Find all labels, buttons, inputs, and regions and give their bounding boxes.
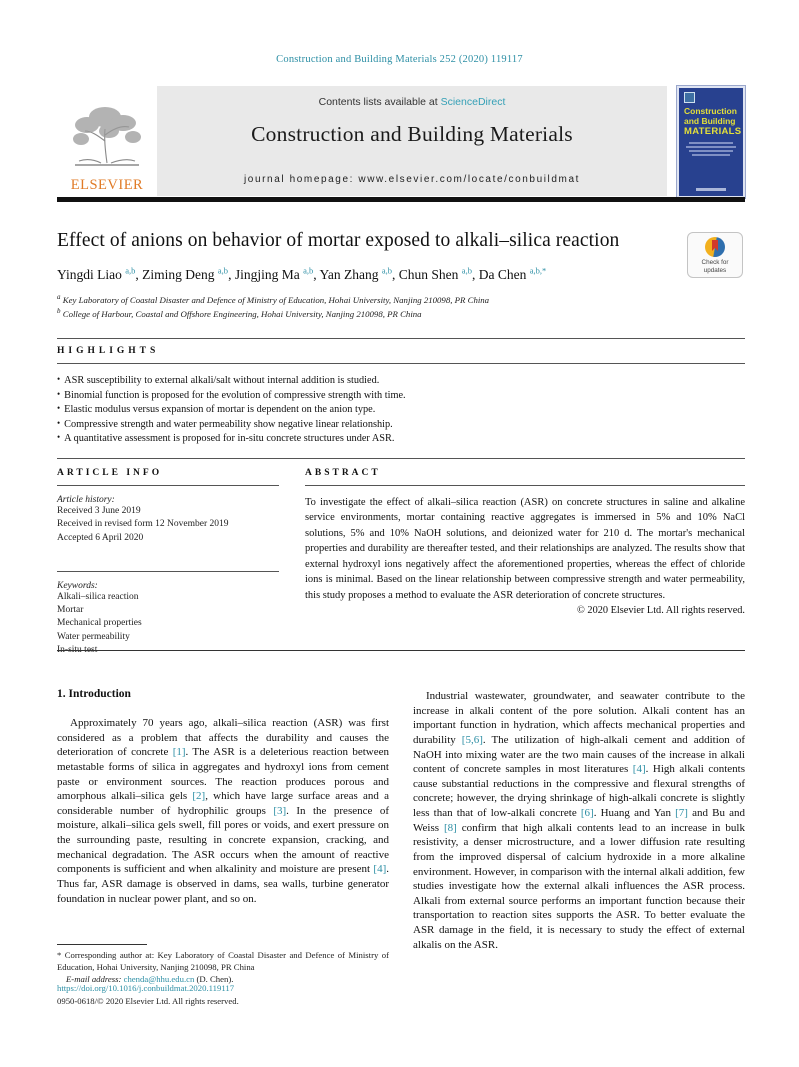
journal-masthead <box>157 86 667 196</box>
keyword: In-situ test <box>57 645 98 656</box>
author: Da Chen $^{a,b,*}$ <box>478 265 547 282</box>
sciencedirect-link[interactable]: ScienceDirect <box>440 96 506 108</box>
section-rule-mid <box>57 458 745 459</box>
journal-citation: Construction and Building Materials 252 (2020) 119117 <box>276 54 523 65</box>
keywords-label: Keywords: <box>57 580 98 591</box>
cover-title-line2: and Building <box>684 115 736 126</box>
intro-paragraph-2 <box>413 689 745 952</box>
abstract-heading: ABSTRACT <box>305 468 381 478</box>
author-list <box>57 265 745 283</box>
introduction-heading: 1. Introduction <box>57 688 131 700</box>
body-text: confirm that high alkali contents lead to an increase in bulk resistivity, a denser microstructure, and a lower diffusion rate resulting from the improved dispersal of calcium hydroxide in a more alkaline environment. However, in comparison with the internal alkali addition, few studies investigate how the external alkali influences the ASR process. Alkali from external source performs an important function because their transportation to reaction sites supports the ASR. To better evaluate the ASR damage in the field, it is necessary to study the effect of external alkalis on the ASR. <box>413 821 745 951</box>
journal-homepage-link[interactable]: journal homepage: www.elsevier.com/locate/conbuildmat <box>243 174 581 185</box>
abstract-copyright: © 2020 Elsevier Ltd. All rights reserved. <box>577 604 745 616</box>
highlight-item: • Compressive strength and water permeability show negative linear relationship. <box>57 418 745 433</box>
highlights-section <box>57 346 745 447</box>
abstract-column <box>305 468 745 657</box>
author-affiliation-sup[interactable]: a,b <box>461 265 472 275</box>
check-for-updates-badge[interactable] <box>687 232 743 278</box>
author-affiliation-sup[interactable]: a,b,* <box>529 265 547 275</box>
author: Jingjing Ma $^{a,b}$, <box>234 265 320 282</box>
email-suffix: (D. Chen). <box>194 974 234 985</box>
history-label: Article history: <box>57 495 115 505</box>
page-footer <box>57 982 239 1007</box>
highlight-item: • A quantitative assessment is proposed for in-situ concrete structures under ASR. <box>57 432 745 447</box>
body-right-column <box>413 688 745 952</box>
header-divider-bar <box>57 197 745 202</box>
elsevier-logo <box>57 86 157 196</box>
issn-copyright-line: 0950-0618/© 2020 Elsevier Ltd. All rights reserved. <box>57 995 239 1006</box>
contents-text: Contents lists available at <box>318 96 441 108</box>
highlight-item: • ASR susceptibility to external alkali/salt without internal addition is studied. <box>57 374 745 389</box>
section-rule-top <box>57 338 745 339</box>
contents-line <box>319 96 506 108</box>
citation-ref[interactable]: [2] <box>192 790 206 803</box>
author: Yingdi Liao $^{a,b}$, <box>57 265 143 282</box>
journal-title: Construction and Building Materials <box>251 122 573 146</box>
bookmark-icon <box>712 240 718 251</box>
body-text: . The utilization of high-alkali cement and addition of NaOH into mixing water are the two main causes of the increase in alkali content of concrete samples in most literatures <box>413 733 745 776</box>
keyword: Alkali–silica reaction <box>57 591 139 602</box>
affiliations <box>57 292 745 321</box>
info-abstract-section <box>57 468 745 657</box>
article-title: Effect of anions on behavior of mortar exposed to alkali–silica reaction <box>57 230 620 251</box>
history-line: Received in revised form 12 November 2019 <box>57 519 229 530</box>
article-info-rule <box>57 485 279 486</box>
highlights-list <box>57 374 745 447</box>
author: Chun Shen $^{a,b}$, <box>398 265 479 282</box>
highlight-item: • Elastic modulus versus expansion of mortar is dependent on the anion type. <box>57 403 745 418</box>
body-text: , which have large surface areas and a considerable number of hydrophilic groups <box>57 790 389 817</box>
body-text: . In the presence of moisture, alkali–silica gels swell, fill pores or voids, and exert pressure on the surrounding paste, resulting in concrete expansion, cracking, and mechanical degradation. The ASR occurs when the amount of reactive components is sufficient and when alkalinity and moisture are present <box>57 804 389 876</box>
article-body <box>57 688 745 952</box>
keyword: Mortar <box>57 605 84 616</box>
footnote-rule <box>57 944 147 945</box>
corresponding-author-note: * Corresponding author at: Key Laboratory of Coastal Disaster and Defence of Ministry of Education, Hohai University, Nanjing 210098, PR China <box>57 950 389 973</box>
author-affiliation-sup[interactable]: a,b <box>125 265 136 275</box>
body-text: Industrial wastewater, groundwater, and seawater contribute to the increase in alkali content of the pore solution. Alkali content has an important function in hydration, which affects mechanical properties and durability <box>413 690 745 746</box>
crossmark-icon <box>705 237 725 257</box>
abstract-text: To investigate the effect of alkali–silica reaction (ASR) on concrete structures in saline and alkaline service environments, mortar containing reactive aggregates is immersed in 5% and 10% NaCl solutions, 5% and 10% NaOH solutions, and deionized water for 210 d. The mortar's mechanical properties and durability are thereafter tested, and their relationships are analyzed. The results show that external hydroxyl ions negatively affect the aforementioned properties, whereas the effect of chloride ions is minimal. Based on the linear relationship between compressive strength and water permeability, this study proposes a method to evaluate the ASR deterioration of concrete structures. <box>305 497 745 601</box>
check-for-updates-label: Check for updates <box>701 259 729 274</box>
author: Ziming Deng $^{a,b}$, <box>142 265 235 282</box>
body-text: . The ASR is a deleterious reaction between metastable forms of silica in aggregates and hydroxyl ions from cement paste or environment sources. The reaction produces porous and amorphous alkali–silica gels <box>57 746 390 803</box>
highlights-rule <box>57 363 745 364</box>
citation-ref[interactable]: [5,6] <box>461 733 483 746</box>
keyword: Water permeability <box>57 631 130 642</box>
author-affiliation-sup[interactable]: a,b <box>303 265 314 275</box>
citation-ref[interactable]: [3] <box>273 804 287 817</box>
cover-decorative-text-lines <box>684 142 738 156</box>
citation-ref[interactable]: [8] <box>443 821 457 834</box>
cover-title-line1: Construction <box>684 106 737 116</box>
highlights-heading: HIGHLIGHTS <box>57 346 160 356</box>
journal-header <box>57 86 745 196</box>
highlight-item: • Binomial function is proposed for the evolution of compressive strength with time. <box>57 389 745 404</box>
email-link[interactable]: chenda@hhu.edu.cn <box>123 974 195 985</box>
doi-link[interactable]: https://doi.org/10.1016/j.conbuildmat.2020.119117 <box>57 983 235 993</box>
citation-ref[interactable]: [6] <box>580 807 594 819</box>
correspondence-footnote <box>57 944 389 984</box>
elsevier-tree-icon <box>71 101 143 179</box>
history-line: Accepted 6 April 2020 <box>57 532 144 543</box>
article-info-column <box>57 468 279 657</box>
body-text: and Bu and Weiss <box>413 807 746 834</box>
body-text: . Huang and Yan <box>593 807 676 819</box>
article-info-heading: ARTICLE INFO <box>57 468 163 478</box>
history-line: Received 3 June 2019 <box>57 506 141 516</box>
body-text: Approximately 70 years ago, alkali–silica reaction (ASR) was first considered as a problem that affects the durability and causes the deterioration of concrete <box>57 717 389 759</box>
affiliation-b: $^b$ College of Harbour, Coastal and Offshore Engineering, Hohai University, Nanjing 210098, PR China <box>57 307 422 320</box>
citation-ref[interactable]: [1] <box>172 746 186 759</box>
body-text: . Thus far, ASR damage is observed in dams, sea walls, turbine generator foundation in nuclear power plant, and so on. <box>57 863 389 905</box>
citation-ref[interactable]: [7] <box>675 807 688 819</box>
abstract-rule <box>305 485 745 486</box>
intro-paragraph-1 <box>57 716 389 906</box>
article-title-block <box>57 230 745 321</box>
citation-ref[interactable]: [4] <box>373 863 387 876</box>
section-rule-bottom <box>57 650 745 651</box>
cover-title-line3: MATERIALS <box>684 125 742 137</box>
email-label: E-mail address: <box>66 974 124 985</box>
author-affiliation-sup[interactable]: a,b <box>381 265 393 275</box>
citation-ref[interactable]: [4] <box>632 763 646 776</box>
elsevier-wordmark: ELSEVIER <box>70 177 144 193</box>
cover-footer-mark <box>696 188 726 191</box>
keywords-rule <box>57 571 279 572</box>
body-text: . High alkali contents cause substantial reductions in the compressive and flexural strengths of concrete; however, the drying shrinkage of high-alkali concrete is slightly less than that of low-alkali concrete <box>413 763 746 819</box>
author: Yan Zhang $^{a,b}$, <box>319 265 399 282</box>
body-left-column <box>57 688 389 952</box>
cover-elsevier-mini-icon <box>684 92 695 103</box>
author-affiliation-sup[interactable]: a,b <box>217 265 229 275</box>
keyword: Mechanical properties <box>57 618 142 629</box>
journal-cover-thumbnail <box>677 86 745 198</box>
affiliation-a: $^a$ Key Laboratory of Coastal Disaster and Defence of Ministry of Education, Hohai University, Nanjing 210098, PR China <box>57 292 490 305</box>
